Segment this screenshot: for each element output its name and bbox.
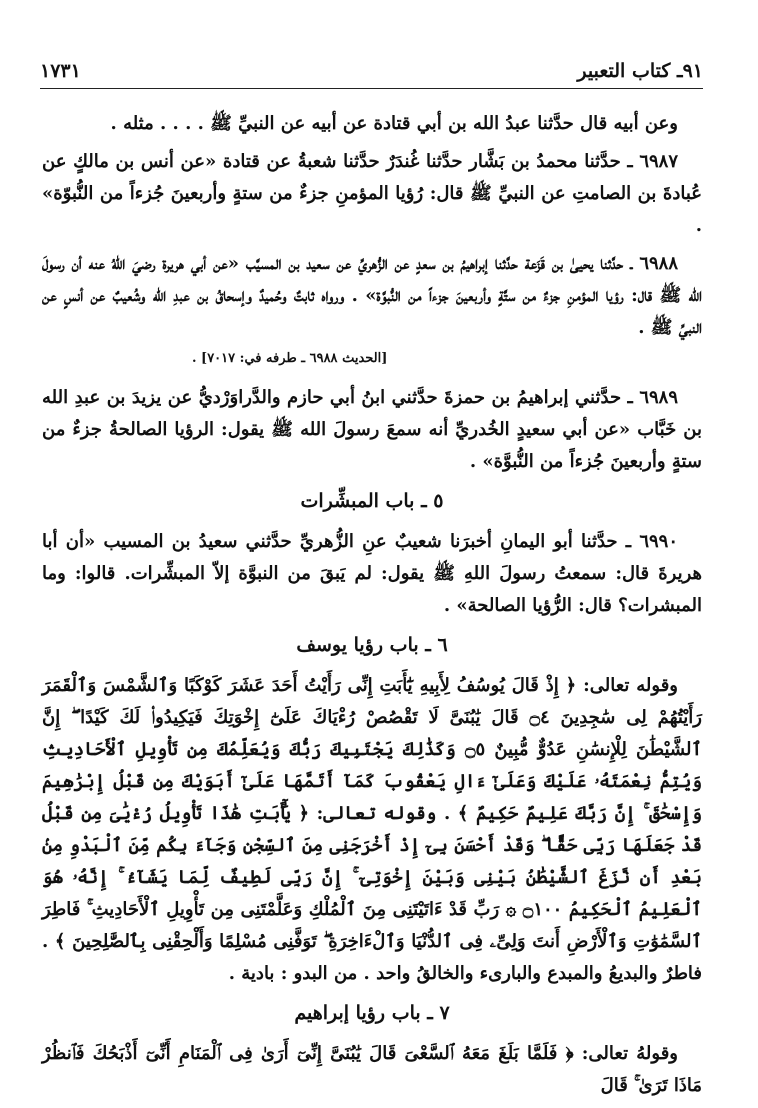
paragraph-intro: وعن أبيه قال حدَّثنا عبدُ الله بن أبي قتادة عن أبيه عن النبيِّ ﷺ . . . . مثله . [110, 113, 678, 134]
yusuf-verses: وقوله تعالى: ﴿ إِذْ قَالَ يُوسُفُ لِأَبِيهِ يَٰٓأَبَتِ إِنِّى رَأَيْتُ أَحَدَ عَشَرَ كَوْكَبًا وَٱلشَّمْسَ وَٱلْقَمَرَ رَأَيْتُهُمْ لِى سَٰجِدِينَ ۝٤ قَالَ يَٰبُنَىَّ لَا تَقْصُصْ رُءْيَاكَ عَلَىٰٓ إِخْوَتِكَ فَيَكِيدُوا۟ لَكَ كَيْدًا ۖ إِنَّ ٱلشَّيْطَٰنَ لِلْإِنسَٰنِ عَدُوٌّ مُّبِينٌ ۝٥ وَكَذَٰلِكَ يَجْتَبِيكَ رَبُّكَ وَيُعَلِّمُكَ مِن تَأْوِيلِ ٱلْأَحَادِيثِ وَيُتِمُّ نِعْمَتَهُۥ عَلَيْكَ وَعَلَىٰٓ ءَالِ يَعْقُوبَ كَمَآ أَتَمَّهَا عَلَىٰٓ أَبَوَيْكَ مِن قَبْلُ إِبْرَٰهِيمَ وَإِسْحَٰقَ ۚ إِنَّ رَبَّكَ عَلِيمٌ حَكِيمٌ ﴾ . وقوله تعالى: ﴿ يَٰٓأَبَتِ هَٰذَا تَأْوِيلُ رُءْيَٰىَ مِن قَبْلُ قَدْ جَعَلَهَا رَبِّى حَقًّا ۖ وَقَدْ أَحْسَنَ بِىٓ إِذْ أَخْرَجَنِى مِنَ ٱلسِّجْنِ وَجَآءَ بِكُم مِّنَ ٱلْبَدْوِ مِنۢ بَعْدِ أَن نَّزَغَ ٱلشَّيْطَٰنُ بَيْنِى وَبَيْنَ إِخْوَتِىٓ ۚ إِنَّ رَبِّى لَطِيفٌ لِّمَا يَشَآءُ ۚ إِنَّهُۥ هُوَ ٱلْعَلِيمُ ٱلْحَكِيمُ ۝١٠٠ ۞ رَبِّ قَدْ ءَاتَيْتَنِى مِنَ ٱلْمُلْكِ وَعَلَّمْتَنِى مِن تَأْوِيلِ ٱلْأَحَادِيثِ ۚ فَاطِرَ ٱلسَّمَٰوَٰتِ وَٱلْأَرْضِ أَنتَ وَلِىِّۦ فِى ٱلدُّنْيَا وَٱلْءَاخِرَةِ ۖ تَوَفَّنِى مُسْلِمًا وَأَلْحِقْنِى بِٱلصَّٰلِحِينَ ﴾ . فاطرٌ والبديعُ والمبدع والبارىء والخالقُ واحد . من البدو : بادية . [42, 675, 702, 984]
hadith-6988: ٦٩٨٨ ـ حدَّثنا يحيىٰ بن قَزَعة حدَّثنا إبراهيمُ بن سعدٍ عن الزُّهريِّ عن سعيد بن المسيَّب «عن أبي هريرة رضيَ اللهُ عنه أن رسولَ الله ﷺ قال: رؤيا المؤمنِ جزءٌ من ستَّةٍ وأربعينَ جزءاً من النُّبوَّة» . ورواه ثابتٌ وحُميدٌ وإسحاقُ بن عبدِ الله وشُعيبٌ عن أنسٍ عن النبيِّ ﷺ . [42, 253, 702, 338]
hadith-6987: ٦٩٨٧ ـ حدَّثنا محمدُ بن بَشَّار حدَّثنا غُندَرٌ حدَّثنا شعبةُ عن قتادة «عن أنس بن مالكٍ عن عُبادةَ بن الصامتِ عن النبيِّ ﷺ قال: رُؤيا المؤمنِ جزءٌ من ستةٍ وأربعينَ جُزءاً من النُّبوّة» . [42, 151, 702, 236]
chapter-title: ٩١ـ كتاب التعبير [577, 60, 703, 82]
hadith-6990: ٦٩٩٠ ـ حدَّثنا أبو اليمانِ أخبرَنا شعيبٌ عنِ الزُّهريِّ حدَّثني سعيدُ بن المسيب «أن أبا هريرةَ قال: سمعتُ رسولَ اللهِ ﷺ يقول: لم يَبقَ من النبوَّة إلاّ المبشِّرات. قالوا: وما المبشرات؟ قال: الرُّؤيا الصالحة» . [42, 531, 702, 616]
page-body [42, 108, 702, 1108]
section-6-title: ٦ ـ باب رؤيا يوسف [296, 634, 448, 656]
ibrahim-verse: وقولهُ تعالى: ﴿ فَلَمَّا بَلَغَ مَعَهُ ٱلسَّعْىَ قَالَ يَٰبُنَىَّ إِنِّىٓ أَرَىٰ فِى ٱلْمَنَامِ أَنِّىٓ أَذْبَحُكَ فَٱنظُرْ مَاذَا تَرَىٰ ۚ قَالَ [42, 1043, 702, 1096]
hadith-6989: ٦٩٨٩ ـ حدَّثني إبراهيمُ بن حمزةَ حدَّثني ابنُ أبي حازم والدَّراوَرْديُّ عن يزيدَ بن عبدِ الله بن خَبَّاب «عن أبي سعيدٍ الخُدريِّ أنه سمعَ رسولَ الله ﷺ يقول: الرؤيا الصالحةُ جزءٌ من ستةٍ وأربعينَ جُزءاً من النُّبوَّة» . [42, 387, 702, 472]
hadith-6988-note: [الحديث ٦٩٨٨ ـ طرفه في: ٧٠١٧] . [192, 351, 388, 366]
section-7-title: ٧ ـ باب رؤيا إبراهيم [294, 1002, 450, 1024]
page-number: ١٧٣١ [40, 60, 81, 82]
section-5-title: ٥ ـ باب المبشِّرات [300, 490, 444, 512]
page-header [40, 56, 703, 89]
